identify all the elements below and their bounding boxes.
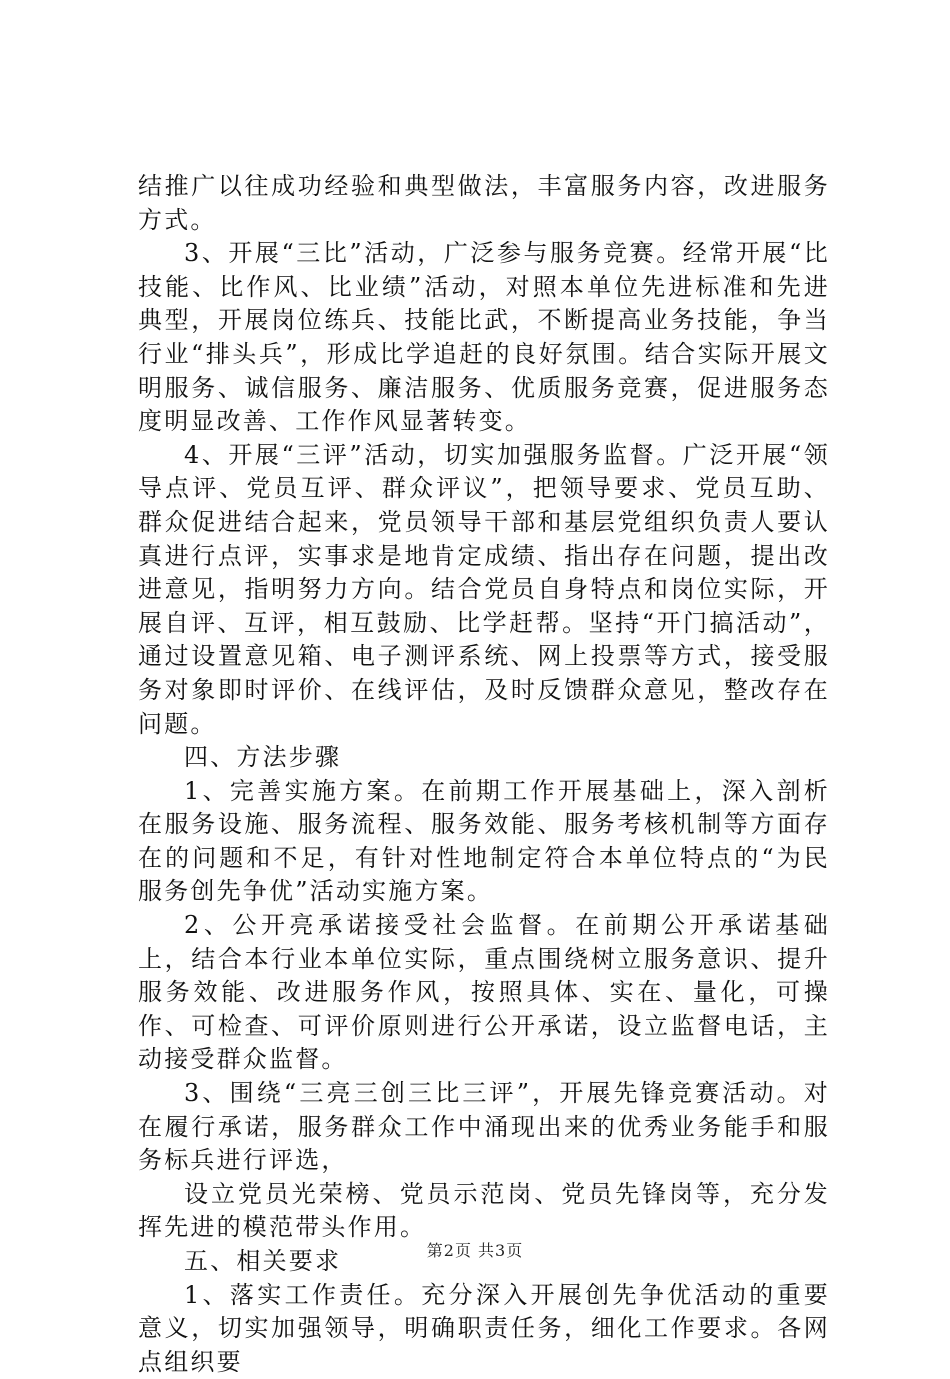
paragraph-7: 3、围绕“三亮三创三比三评”，开展先锋竞赛活动。对在履行承诺，服务群众工作中涌现出来的优秀业务能手和服务标兵进行评选， [138,1079,830,1175]
document-body [138,170,830,1379]
paragraph-8: 设立党员光荣榜、党员示范岗、党员先锋岗等，充分发挥先进的模范带头作用。 [138,1179,830,1242]
section-heading-4: 四、方法步骤 [184,743,342,772]
paragraph-3: 4、开展“三评”活动，切实加强服务监督。广泛开展“领导点评、党员互评、群众评议”，把领导要求、党员互助、群众促进结合起来，党员领导干部和基层党组织负责人要认真进行点评，实事求是地肯定成绩、指出存在问题，提出改进意见，指明努力方向。结合党员自身特点和岗位实际，开展自评、互评，相互鼓励、比学赶帮。坚持“开门搞活动”，通过设置意见箱、电子测评系统、网上投票等方式，接受服务对象即时评价、在线评估，及时反馈群众意见，整改存在问题。 [138,440,830,738]
paragraph-2: 3、开展“三比”活动，广泛参与服务竞赛。经常开展“比技能、比作风、比业绩”活动，对照本单位先进标准和先进典型，开展岗位练兵、技能比武，不断提高业务技能，争当行业“排头兵”，形成比学追赶的良好氛围。结合实际开展文明服务、诚信服务、廉洁服务、优质服务竞赛，促进服务态度明显改善、工作作风显著转变。 [138,239,830,436]
page-number-footer: 第2页 共3页 [426,1241,524,1260]
paragraph-10: 1、落实工作责任。充分深入开展创先争优活动的重要意义，切实加强领导，明确职责任务，细化工作要求。各网点组织要 [138,1280,830,1376]
paragraph-6: 2、公开亮承诺接受社会监督。在前期公开承诺基础上，结合本行业本单位实际，重点围绕树立服务意识、提升服务效能、改进服务作风，按照具体、实在、量化，可操作、可检查、可评价原则进行公开承诺，设立监督电话，主动接受群众监督。 [138,911,830,1074]
paragraph-1: 结推广以往成功经验和典型做法，丰富服务内容，改进服务方式。 [138,172,830,234]
section-heading-5: 五、相关要求 [184,1247,342,1275]
paragraph-5: 1、完善实施方案。在前期工作开展基础上，深入剖析在服务设施、服务流程、服务效能、服务考核机制等方面存在的问题和不足，有针对性地制定符合本单位特点的“为民服务创先争优”活动实施方案。 [138,776,830,906]
